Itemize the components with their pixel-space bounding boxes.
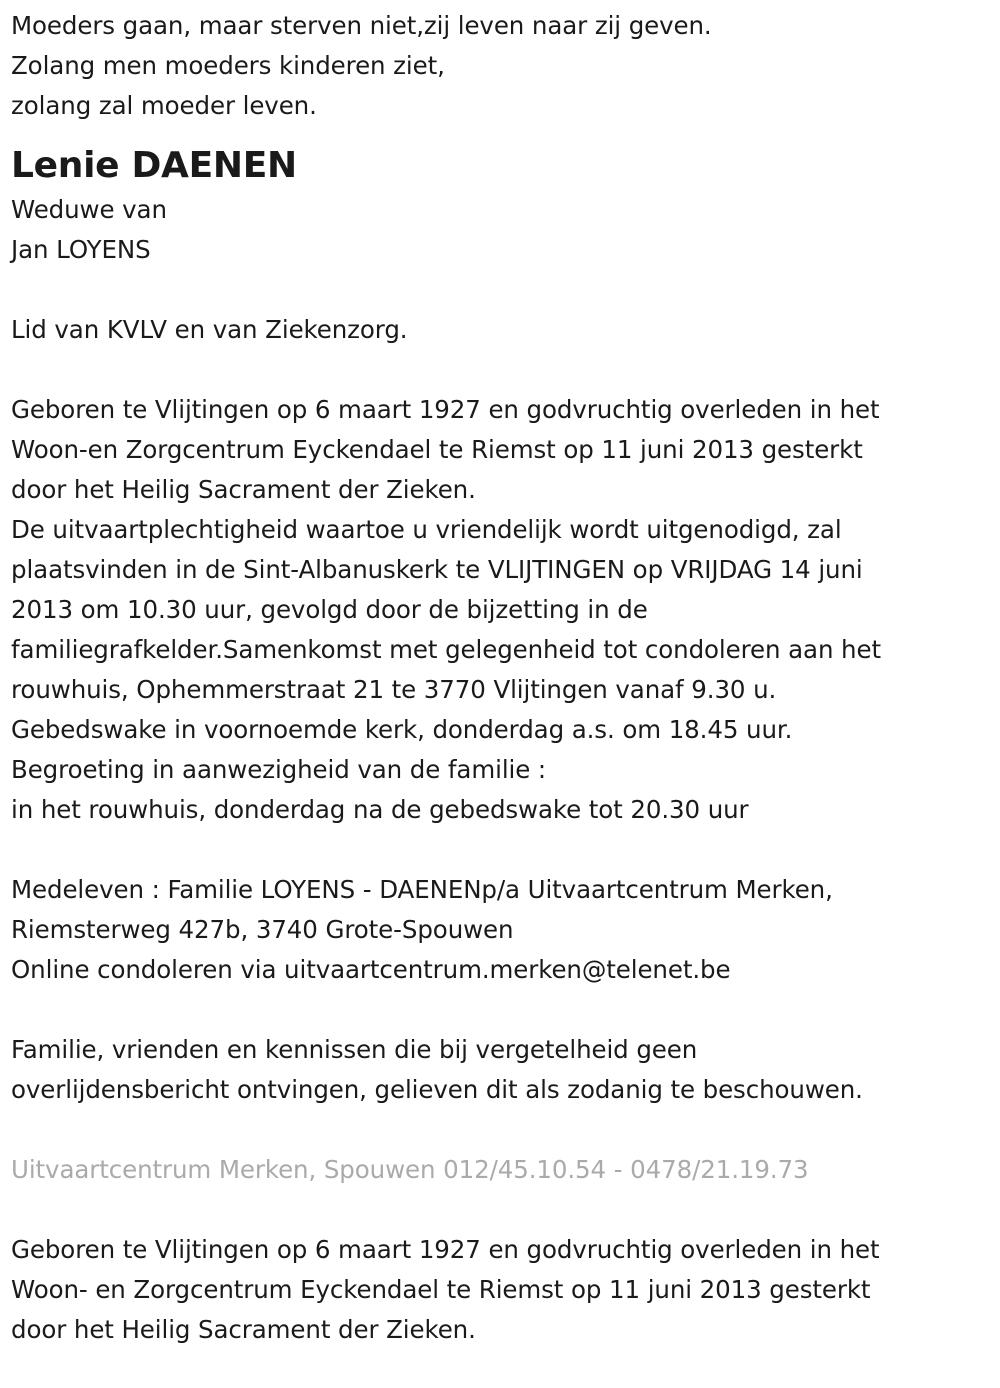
contact-line: Medeleven : Familie LOYENS - DAENENp/a Uitvaartcentrum Merken, <box>11 875 833 904</box>
announcement-line: Woon-en Zorgcentrum Eyckendael te Riemst op 11 juni 2013 gesterkt <box>11 435 863 464</box>
poem-line: Moeders gaan, maar sterven niet,zij leven naar zij geven. <box>11 11 712 40</box>
summary-line: Woon- en Zorgcentrum Eyckendael te Riemst op 11 juni 2013 gesterkt <box>11 1275 871 1304</box>
poem-line: Zolang men moeders kinderen ziet, <box>11 51 445 80</box>
spouse-section <box>11 190 990 270</box>
announcement-line: Geboren te Vlijtingen op 6 maart 1927 en godvruchtig overleden in het <box>11 395 880 424</box>
notice-line: Familie, vrienden en kennissen die bij vergetelheid geen <box>11 1035 698 1064</box>
summary-line: door het Heilig Sacrament der Zieken. <box>11 1315 476 1344</box>
poem-line: zolang zal moeder leven. <box>11 91 317 120</box>
spacer <box>11 350 990 390</box>
announcement-line: De uitvaartplechtigheid waartoe u vriendelijk wordt uitgenodigd, zal <box>11 515 842 544</box>
spouse-line: Jan LOYENS <box>11 235 151 264</box>
summary-section <box>11 1230 990 1350</box>
spouse-line: Weduwe van <box>11 195 167 224</box>
notice-line: overlijdensbericht ontvingen, gelieven dit als zodanig te beschouwen. <box>11 1075 863 1104</box>
contact-email-line: Online condoleren via uitvaartcentrum.merken@telenet.be <box>11 955 731 984</box>
announcement-line: rouwhuis, Ophemmerstraat 21 te 3770 Vlijtingen vanaf 9.30 u. <box>11 675 777 704</box>
spacer <box>11 990 990 1030</box>
announcement-line: 2013 om 10.30 uur, gevolgd door de bijzetting in de <box>11 595 648 624</box>
spacer <box>11 1190 990 1230</box>
deceased-name: Lenie DAENEN <box>11 145 297 186</box>
announcement-line: door het Heilig Sacrament der Zieken. <box>11 475 476 504</box>
funeral-home-line: Uitvaartcentrum Merken, Spouwen 012/45.10.54 - 0478/21.19.73 <box>11 1155 809 1184</box>
announcement-line: familiegrafkelder.Samenkomst met gelegenheid tot condoleren aan het <box>11 635 881 664</box>
spacer <box>11 270 990 310</box>
announcement-line: in het rouwhuis, donderdag na de gebedswake tot 20.30 uur <box>11 795 749 824</box>
notice-section <box>11 1030 990 1110</box>
membership-text: Lid van KVLV en van Ziekenzorg. <box>11 315 408 344</box>
announcement-line: Gebedswake in voornoemde kerk, donderdag a.s. om 18.45 uur. <box>11 715 793 744</box>
contact-line: Riemsterweg 427b, 3740 Grote-Spouwen <box>11 915 514 944</box>
announcement-section <box>11 390 990 830</box>
announcement-line: plaatsvinden in de Sint-Albanuskerk te VLIJTINGEN op VRIJDAG 14 juni <box>11 555 863 584</box>
announcement-line: Begroeting in aanwezigheid van de familie : <box>11 755 547 784</box>
summary-line: Geboren te Vlijtingen op 6 maart 1927 en godvruchtig overleden in het <box>11 1235 880 1264</box>
spacer <box>11 1110 990 1150</box>
spacer <box>11 830 990 870</box>
contact-section <box>11 870 990 990</box>
poem-section <box>11 6 990 126</box>
